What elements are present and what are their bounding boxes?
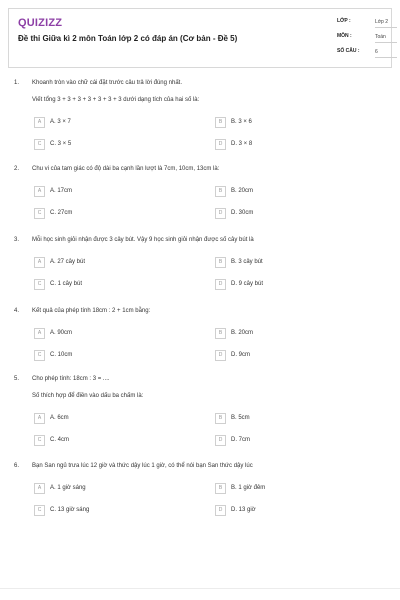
- option-letter-box: B: [215, 257, 226, 268]
- meta-value-subject: Toán: [375, 32, 397, 43]
- option-letter-box: C: [34, 139, 45, 150]
- option-letter-box: B: [215, 186, 226, 197]
- question-text: Kết quả của phép tính 18cm : 2 + 1cm bằng:: [32, 308, 151, 314]
- option-c[interactable]: [34, 435, 184, 446]
- option-text: D. 30cm: [231, 210, 254, 216]
- option-text: D. 9 cây bút: [231, 281, 264, 287]
- option-text: B. 20cm: [231, 188, 254, 194]
- option-letter-box: C: [34, 279, 45, 290]
- option-text: A. 17cm: [50, 188, 73, 194]
- option-text: A. 1 giờ sáng: [50, 485, 86, 491]
- option-a[interactable]: [34, 413, 184, 424]
- option-text: B. 1 giờ đêm: [231, 485, 266, 491]
- option-a[interactable]: [34, 483, 184, 494]
- question-text: Cho phép tính: 18cm : 3 = ....: [32, 376, 110, 382]
- option-letter-box: A: [34, 413, 45, 424]
- option-letter-box: B: [215, 117, 226, 128]
- meta-label: SỐ CÂU :: [337, 48, 360, 54]
- option-text: C. 13 giờ sáng: [50, 507, 90, 513]
- meta-value-question-count: 6: [375, 47, 397, 58]
- option-text: C. 10cm: [50, 352, 73, 358]
- option-c[interactable]: [34, 505, 184, 516]
- footer-divider: [0, 588, 400, 589]
- meta-label: MÔN :: [337, 33, 352, 39]
- option-text: D. 3 × 8: [231, 141, 253, 147]
- option-b[interactable]: [215, 257, 365, 268]
- option-letter-box: A: [34, 483, 45, 494]
- meta-value-grade: Lớp 2: [375, 17, 397, 28]
- question-number: 3.: [14, 237, 20, 243]
- question-text: Số thích hợp để điền vào dấu ba chấm là:: [32, 393, 144, 399]
- question-number: 2.: [14, 166, 20, 172]
- option-a[interactable]: [34, 257, 184, 268]
- option-letter-box: B: [215, 483, 226, 494]
- question-number: 1.: [14, 80, 20, 86]
- question-number: 6.: [14, 463, 20, 469]
- option-letter-box: D: [215, 350, 226, 361]
- option-text: D. 7cm: [231, 437, 251, 443]
- meta-row-grade: [337, 18, 397, 30]
- option-c[interactable]: [34, 139, 184, 150]
- question-number: 5.: [14, 376, 20, 382]
- option-d[interactable]: [215, 139, 365, 150]
- option-letter-box: C: [34, 350, 45, 361]
- option-text: D. 9cm: [231, 352, 251, 358]
- option-letter-box: D: [215, 139, 226, 150]
- option-d[interactable]: [215, 208, 365, 219]
- option-text: B. 5cm: [231, 415, 250, 421]
- question-text: Mỗi học sinh giỏi nhận được 3 cây bút. Vậy 9 học sinh giỏi nhận được số cây bút là: [32, 237, 254, 243]
- option-b[interactable]: [215, 328, 365, 339]
- option-text: A. 27 cây bút: [50, 259, 86, 265]
- option-text: A. 90cm: [50, 330, 73, 336]
- option-b[interactable]: [215, 117, 365, 128]
- question-text: Viết tổng 3 + 3 + 3 + 3 + 3 + 3 + 3 dưới dạng tích của hai số là:: [32, 97, 200, 103]
- option-d[interactable]: [215, 350, 365, 361]
- option-letter-box: C: [34, 505, 45, 516]
- option-b[interactable]: [215, 483, 365, 494]
- option-a[interactable]: [34, 328, 184, 339]
- option-d[interactable]: [215, 505, 365, 516]
- option-text: C. 3 × 5: [50, 141, 72, 147]
- option-b[interactable]: [215, 413, 365, 424]
- option-d[interactable]: [215, 435, 365, 446]
- option-text: C. 1 cây bút: [50, 281, 83, 287]
- question-text: Bạn San ngủ trưa lúc 12 giờ và thức dậy lúc 1 giờ, có thể nói bạn San thức dậy lúc: [32, 463, 253, 469]
- question-number: 4.: [14, 308, 20, 314]
- option-letter-box: D: [215, 435, 226, 446]
- option-text: C. 4cm: [50, 437, 70, 443]
- option-d[interactable]: [215, 279, 365, 290]
- worksheet-title: Đề thi Giữa kì 2 môn Toán lớp 2 có đáp án (Cơ bản - Đề 5): [18, 34, 238, 43]
- option-letter-box: C: [34, 435, 45, 446]
- option-letter-box: C: [34, 208, 45, 219]
- question-text: Chu vi của tam giác có độ dài ba cạnh lần lượt là 7cm, 10cm, 13cm là:: [32, 166, 220, 172]
- option-letter-box: D: [215, 279, 226, 290]
- option-text: B. 20cm: [231, 330, 254, 336]
- option-letter-box: A: [34, 117, 45, 128]
- option-text: A. 3 × 7: [50, 119, 71, 125]
- option-letter-box: D: [215, 208, 226, 219]
- option-text: D. 13 giờ: [231, 507, 256, 513]
- option-text: B. 3 × 6: [231, 119, 252, 125]
- meta-label: LỚP :: [337, 18, 351, 24]
- meta-row-subject: [337, 33, 397, 45]
- option-a[interactable]: [34, 117, 184, 128]
- option-c[interactable]: [34, 350, 184, 361]
- option-letter-box: D: [215, 505, 226, 516]
- meta-row-question-count: [337, 48, 397, 60]
- option-a[interactable]: [34, 186, 184, 197]
- option-c[interactable]: [34, 279, 184, 290]
- quizizz-logo: QUIZIZZ: [18, 17, 63, 29]
- option-text: A. 6cm: [50, 415, 69, 421]
- option-letter-box: A: [34, 257, 45, 268]
- option-letter-box: A: [34, 328, 45, 339]
- option-c[interactable]: [34, 208, 184, 219]
- option-b[interactable]: [215, 186, 365, 197]
- worksheet-header: [8, 8, 392, 68]
- option-letter-box: B: [215, 328, 226, 339]
- option-text: B. 3 cây bút: [231, 259, 263, 265]
- option-letter-box: B: [215, 413, 226, 424]
- option-letter-box: A: [34, 186, 45, 197]
- option-text: C. 27cm: [50, 210, 73, 216]
- question-text: Khoanh tròn vào chữ cái đặt trước câu trả lời đúng nhất.: [32, 80, 182, 86]
